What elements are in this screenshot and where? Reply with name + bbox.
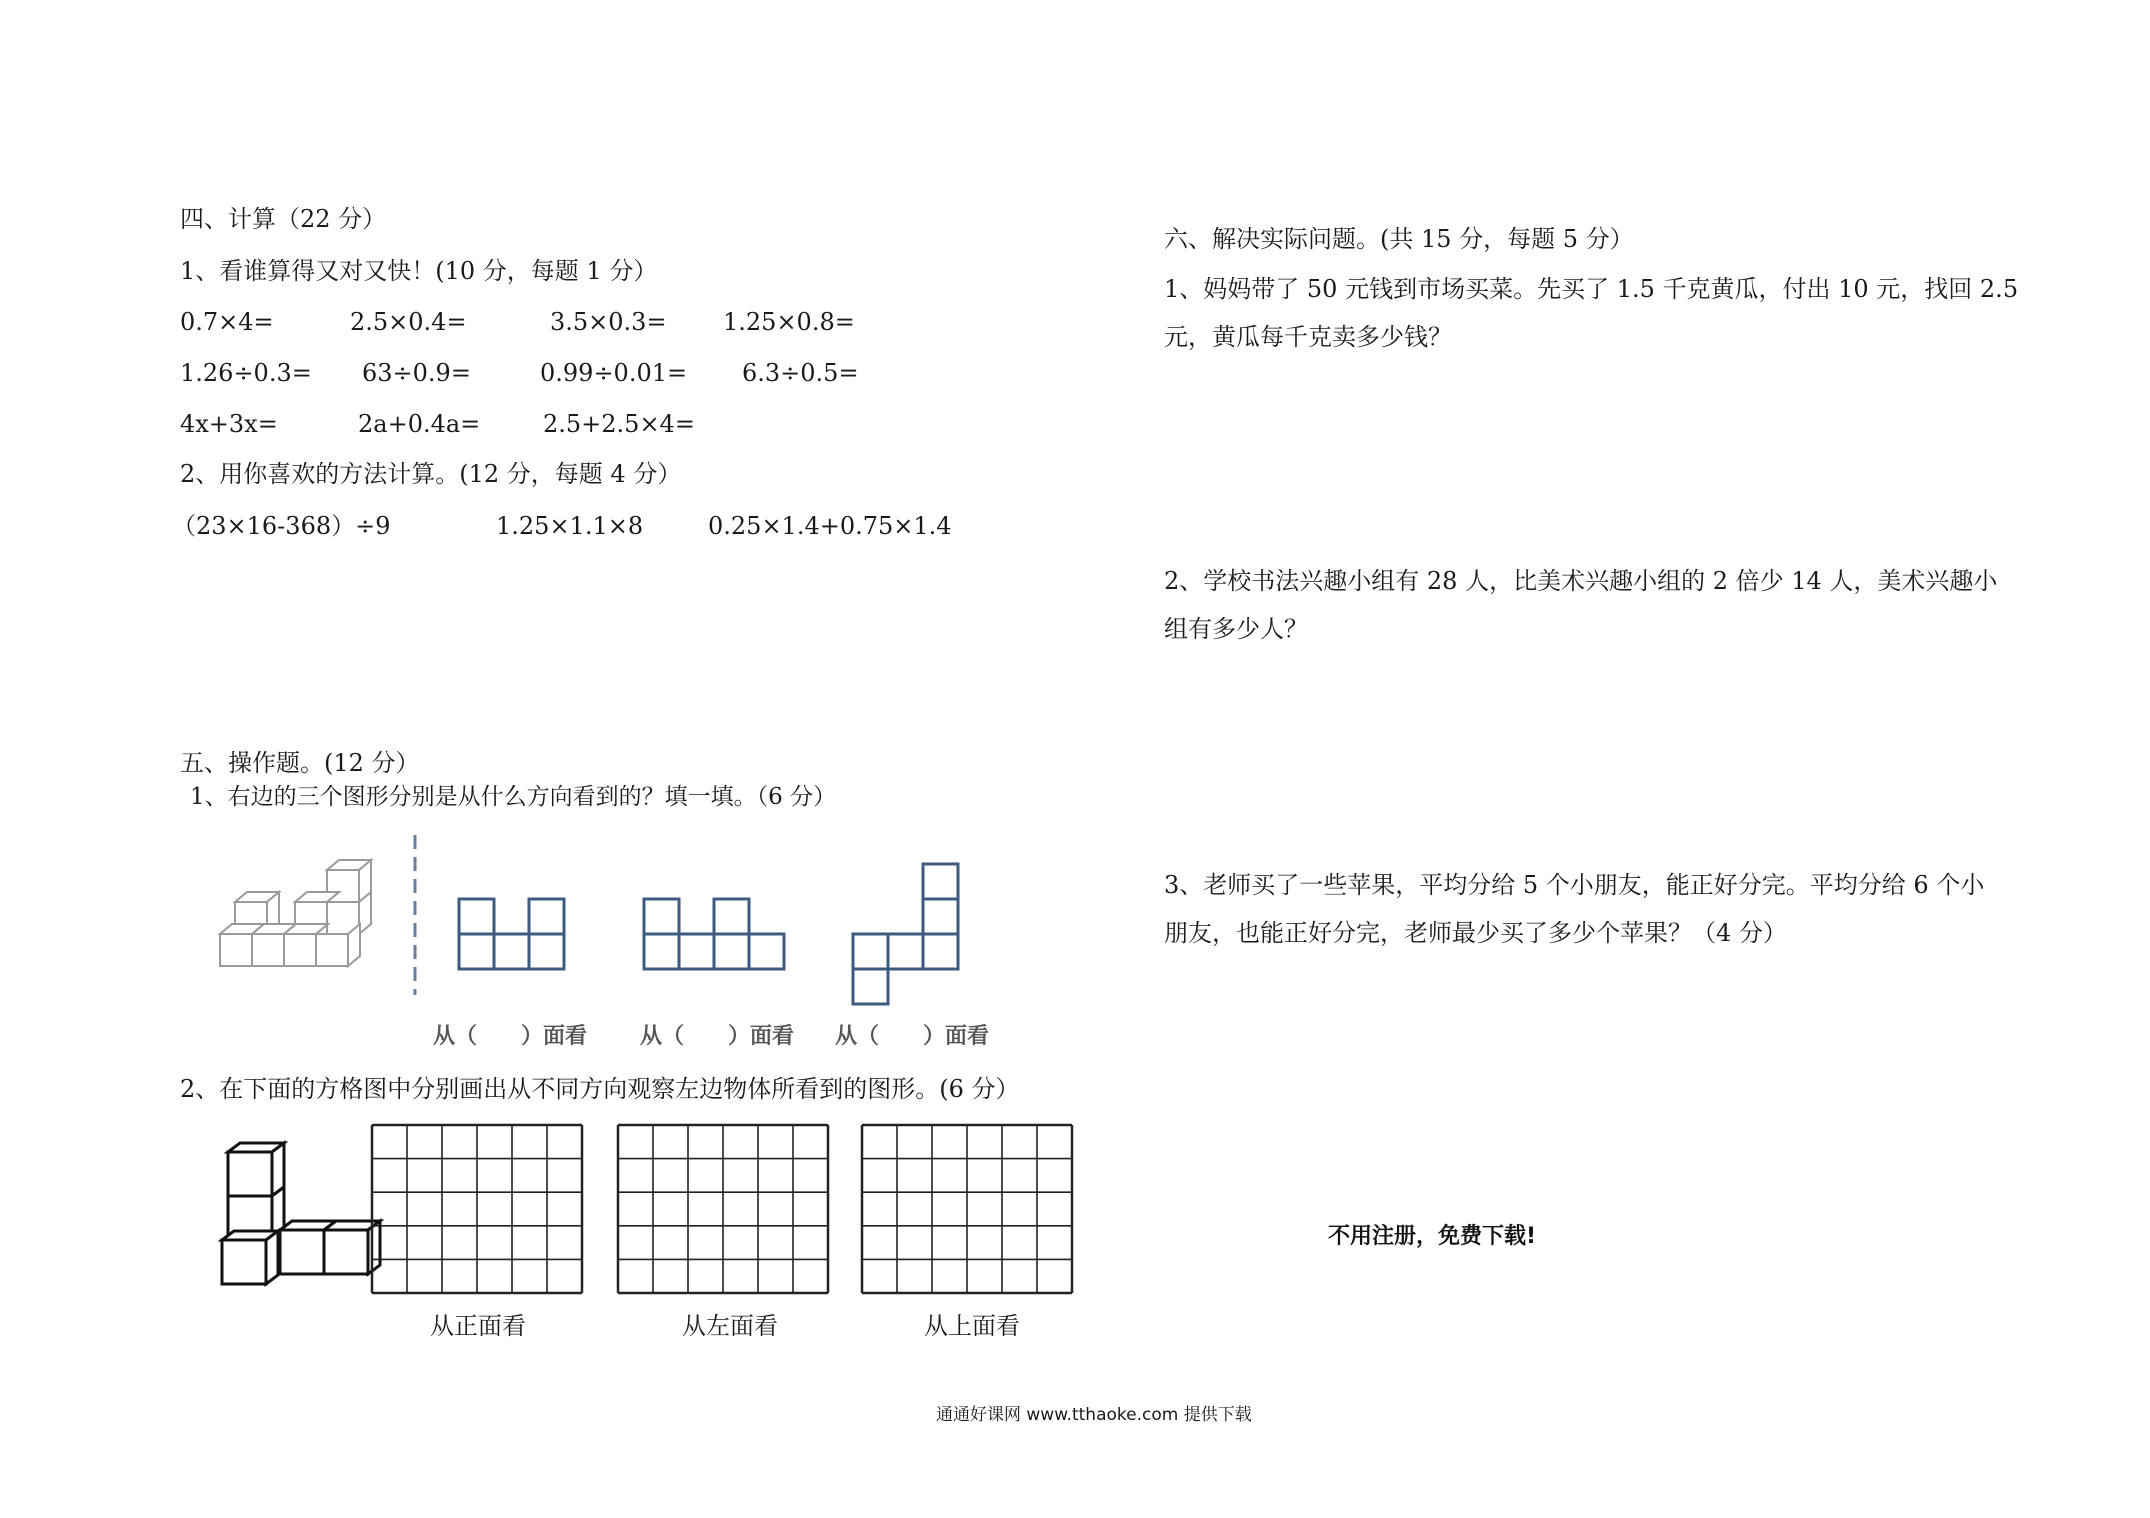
promo-text: 不用注册，免费下载!	[1328, 1224, 1537, 1249]
footer-text: 通通好课网 www.tthaoke.com 提供下载	[936, 1405, 1252, 1425]
view-shape-1	[457, 897, 567, 972]
section-4-title: 四、计算（22 分）	[180, 205, 387, 233]
problem-1-line1: 1、妈妈带了 50 元钱到市场买菜。先买了 1.5 千克黄瓜，付出 10 元，找回 2.5	[1164, 275, 2019, 303]
calc-item: 0.7×4=	[180, 308, 274, 336]
l-shape-cube-object	[218, 1140, 378, 1300]
grid-front-view[interactable]	[370, 1123, 584, 1295]
calc-item: 2a+0.4a=	[358, 410, 481, 438]
calc-item: 4x+3x=	[180, 410, 278, 438]
calc-item: 3.5×0.3=	[550, 308, 667, 336]
view-label-1: 从（ ）面看	[433, 1024, 588, 1049]
problem-3-line1: 3、老师买了一些苹果，平均分给 5 个小朋友，能正好分完。平均分给 6 个小	[1164, 871, 1985, 899]
calc-item: 1.25×1.1×8	[496, 512, 644, 540]
grid-label-left: 从左面看	[682, 1312, 778, 1340]
calc-item: 1.25×0.8=	[723, 308, 855, 336]
calc-item: （23×16-368）÷9	[172, 512, 391, 540]
op2-title: 2、在下面的方格图中分别画出从不同方向观察左边物体所看到的图形。(6 分）	[180, 1075, 1020, 1103]
problem-1-line2: 元，黄瓜每千克卖多少钱？	[1164, 323, 1452, 351]
grid-label-top: 从上面看	[924, 1312, 1020, 1340]
calc-item: 63÷0.9=	[362, 359, 471, 387]
dashed-divider	[412, 835, 418, 995]
calc-item: 0.99÷0.01=	[540, 359, 688, 387]
section-6-title: 六、解决实际问题。(共 15 分，每题 5 分）	[1164, 225, 1634, 253]
cube-solid-figure	[210, 840, 380, 980]
calc-item: 2.5×0.4=	[350, 308, 467, 336]
grid-left-view[interactable]	[616, 1123, 830, 1295]
op1-title: 1、右边的三个图形分别是从什么方向看到的？填一填。（6 分）	[190, 784, 837, 810]
grid-label-front: 从正面看	[430, 1312, 526, 1340]
problem-2-line2: 组有多少人？	[1164, 615, 1308, 643]
q1-title: 1、看谁算得又对又快！(10 分，每题 1 分）	[180, 257, 658, 285]
calc-item: 0.25×1.4+0.75×1.4	[708, 512, 952, 540]
q2-title: 2、用你喜欢的方法计算。(12 分，每题 4 分）	[180, 460, 682, 488]
problem-2-line1: 2、学校书法兴趣小组有 28 人，比美术兴趣小组的 2 倍少 14 人，美术兴趣小	[1164, 567, 1998, 595]
view-label-3: 从（ ）面看	[835, 1024, 990, 1049]
view-shape-3	[848, 862, 963, 1012]
calc-item: 6.3÷0.5=	[742, 359, 859, 387]
problem-3-line2: 朋友，也能正好分完，老师最少买了多少个苹果？（4 分）	[1164, 919, 1787, 947]
calc-item: 2.5+2.5×4=	[543, 410, 695, 438]
view-shape-2	[642, 897, 787, 972]
section-5-title: 五、操作题。(12 分）	[180, 749, 420, 777]
grid-top-view[interactable]	[860, 1123, 1074, 1295]
view-label-2: 从（ ）面看	[640, 1024, 795, 1049]
calc-item: 1.26÷0.3=	[180, 359, 312, 387]
